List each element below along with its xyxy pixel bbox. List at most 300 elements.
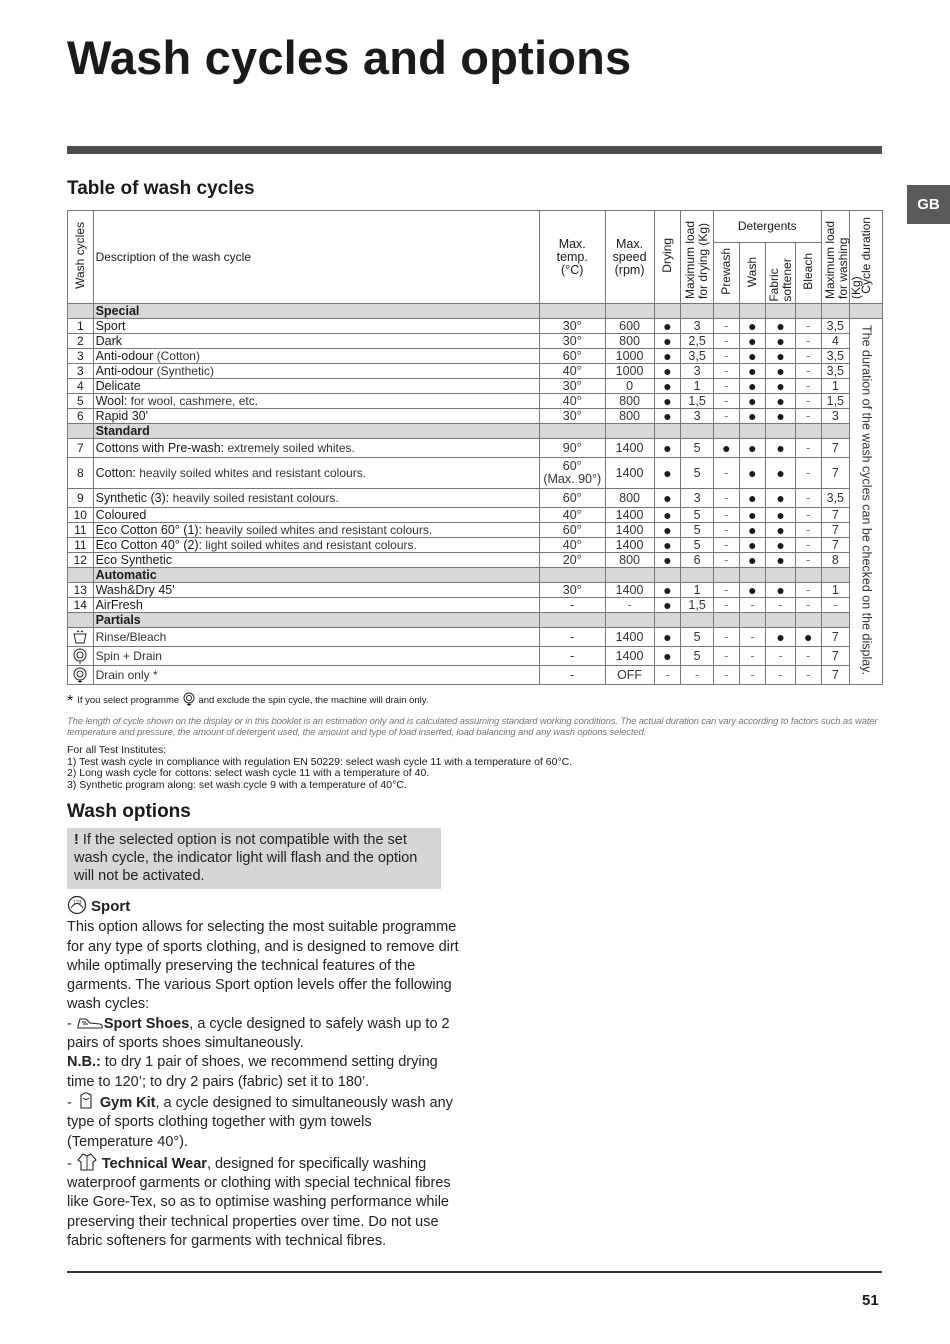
bleach-mark: - <box>795 647 821 666</box>
cycle-number: 14 <box>68 598 94 613</box>
header-drying: Drying <box>654 211 681 304</box>
wash-mark: ● <box>739 409 766 424</box>
wash-load: 7 <box>821 439 850 458</box>
wash-mark: ● <box>739 364 766 379</box>
max-speed: 800 <box>605 489 654 508</box>
max-temp: - <box>539 647 605 666</box>
cycle-name: AirFresh <box>95 597 143 612</box>
group-spacer <box>739 424 766 439</box>
table-row <box>68 508 883 523</box>
softener-mark: - <box>766 666 796 685</box>
dry-load: 6 <box>681 553 714 568</box>
group-spacer <box>605 424 654 439</box>
test-institutes-heading: For all Test Institutes: <box>67 744 167 756</box>
wash-mark: ● <box>739 394 766 409</box>
header-detergents: Detergents <box>714 211 822 243</box>
drying-mark: ● <box>654 394 681 409</box>
cycle-number: 11 <box>68 538 94 553</box>
group-spacer <box>714 613 740 628</box>
group-spacer <box>654 568 681 583</box>
prewash-mark: - <box>714 334 740 349</box>
group-spacer <box>539 304 605 319</box>
cycle-name: Dark <box>95 333 122 348</box>
group-spacer <box>605 568 654 583</box>
group-spacer <box>654 304 681 319</box>
cycle-number: 4 <box>68 379 94 394</box>
drying-mark: ● <box>654 598 681 613</box>
softener-mark: ● <box>766 394 796 409</box>
cycle-detail: light soiled whites and resistant colours. <box>202 537 417 552</box>
drying-mark: ● <box>654 439 681 458</box>
wash-mark: - <box>739 666 766 685</box>
header-max-speed: Max. speed (rpm) <box>605 211 654 304</box>
cycle-description <box>93 319 539 334</box>
wash-mark: ● <box>739 334 766 349</box>
wash-mark: - <box>739 598 766 613</box>
table-row <box>68 523 883 538</box>
dry-load: 3,5 <box>681 349 714 364</box>
drying-mark: ● <box>654 319 681 334</box>
cycle-description <box>93 379 539 394</box>
wash-load: - <box>821 598 850 613</box>
table-row <box>68 553 883 568</box>
table-row <box>68 458 883 489</box>
nb-text: to dry 1 pair of shoes, we recommend setting drying time to 120’; to dry 2 pairs (fabric) set it to 180’. <box>67 1054 438 1090</box>
wash-load: 8 <box>821 553 850 568</box>
cycle-number: 2 <box>68 334 94 349</box>
sport-shoes-text: , a cycle designed to safely wash up to 2 pairs of sports shoes simultaneously. <box>67 1015 450 1052</box>
technical-wear-label: Technical Wear <box>101 1155 207 1172</box>
bleach-mark: - <box>795 538 821 553</box>
dry-load: 5 <box>681 647 714 666</box>
cycle-name: Wash&Dry 45' <box>95 582 175 597</box>
group-spacer <box>795 613 821 628</box>
max-temp: 60° <box>539 489 605 508</box>
max-speed: 1000 <box>605 349 654 364</box>
page-number: 51 <box>862 1292 879 1309</box>
wash-mark: - <box>739 647 766 666</box>
cycle-description <box>93 458 539 489</box>
group-spacer <box>605 613 654 628</box>
prewash-mark: ● <box>714 439 740 458</box>
max-speed: - <box>605 598 654 613</box>
group-row <box>68 568 883 583</box>
duration-note-cell <box>850 319 883 685</box>
wash-mark: ● <box>739 379 766 394</box>
cycle-detail: heavily soiled resistant colours. <box>169 490 339 505</box>
bleach-mark: - <box>795 379 821 394</box>
cycle-number: 3 <box>68 349 94 364</box>
drying-mark: ● <box>654 508 681 523</box>
header-max-temp: Max. temp. (°C) <box>539 211 605 304</box>
group-spacer <box>68 568 94 583</box>
header-description: Description of the wash cycle <box>93 211 539 304</box>
svg-text:123: 123 <box>73 900 82 906</box>
cycle-number: 3 <box>68 364 94 379</box>
cycle-name: Delicate <box>95 378 141 393</box>
drying-mark: ● <box>654 379 681 394</box>
nb-label: N.B.: <box>67 1054 101 1071</box>
cycle-name: Sport <box>95 318 126 333</box>
group-spacer <box>714 304 740 319</box>
group-spacer <box>681 568 714 583</box>
header-max-load-washing: Maximum load for washing (Kg) <box>821 211 850 304</box>
group-spacer <box>795 304 821 319</box>
cycle-detail: for wool, cashmere, etc. <box>127 393 259 408</box>
prewash-mark: - <box>714 666 740 685</box>
prewash-mark: - <box>714 647 740 666</box>
gym-kit-icon <box>76 1092 96 1110</box>
max-temp: - <box>539 598 605 613</box>
cycle-detail: extremely soiled whites. <box>224 440 355 455</box>
language-tab: GB <box>907 185 950 224</box>
max-speed: 1400 <box>605 508 654 523</box>
test-institutes-item: 1) Test wash cycle in compliance with regulation EN 50229: select wash cycle 11 with a temperature of 60°C. <box>67 755 573 768</box>
table-row <box>68 319 883 334</box>
group-spacer <box>654 613 681 628</box>
cycle-description <box>93 598 539 613</box>
cycle-description <box>93 349 539 364</box>
wash-load: 3,5 <box>821 319 850 334</box>
table-row <box>68 666 883 685</box>
max-speed: OFF <box>605 666 654 685</box>
softener-mark: - <box>766 598 796 613</box>
prewash-mark: - <box>714 489 740 508</box>
prewash-mark: - <box>714 349 740 364</box>
footnote-text-before: If you select programme <box>77 695 180 706</box>
prewash-mark: - <box>714 538 740 553</box>
table-row <box>68 349 883 364</box>
max-speed: 800 <box>605 394 654 409</box>
spin-footnote <box>67 692 428 711</box>
cycle-number: 9 <box>68 489 94 508</box>
max-temp: 40° <box>539 508 605 523</box>
cycle-name: Eco Cotton 40° (2): <box>95 537 203 552</box>
prewash-mark: - <box>714 409 740 424</box>
wash-mark: ● <box>739 523 766 538</box>
technical-wear-item: - Technical Wear, designed for specifically washing waterproof garments or clothing with special technical fibres like Gore-Tex, so as to optimise washing performance while preserving their technical properties over time. Do not use fabric softeners for garments with technical fibres. <box>67 1152 459 1251</box>
table-row <box>68 598 883 613</box>
bleach-mark: - <box>795 394 821 409</box>
max-temp: 90° <box>539 439 605 458</box>
group-spacer <box>821 568 850 583</box>
wash-load: 7 <box>821 458 850 489</box>
cycle-description <box>93 583 539 598</box>
prewash-mark: - <box>714 379 740 394</box>
group-spacer <box>68 613 94 628</box>
cycle-detail: Rinse/Bleach <box>95 629 167 644</box>
bleach-mark: - <box>795 364 821 379</box>
wash-load: 3,5 <box>821 489 850 508</box>
cycle-name: Wool: <box>95 393 128 408</box>
wash-load: 7 <box>821 666 850 685</box>
wash-load: 1 <box>821 583 850 598</box>
group-row <box>68 304 883 319</box>
footnote-text-after: and exclude the spin cycle, the machine will drain only. <box>198 695 429 706</box>
softener-mark: ● <box>766 489 796 508</box>
dry-load: 2,5 <box>681 334 714 349</box>
max-temp: 30° <box>539 409 605 424</box>
cycle-description <box>93 523 539 538</box>
table-row <box>68 334 883 349</box>
cycle-description <box>93 553 539 568</box>
softener-mark: ● <box>766 458 796 489</box>
bleach-mark: - <box>795 458 821 489</box>
max-speed: 800 <box>605 409 654 424</box>
table-row <box>68 647 883 666</box>
cycle-number: 11 <box>68 523 94 538</box>
cycle-description <box>93 394 539 409</box>
header-max-load-drying: Maximum load for drying (Kg) <box>681 211 714 304</box>
dry-load: 5 <box>681 458 714 489</box>
bleach-mark: - <box>795 553 821 568</box>
bleach-mark: - <box>795 508 821 523</box>
bleach-mark: - <box>795 489 821 508</box>
group-spacer <box>821 304 850 319</box>
drying-mark: ● <box>654 409 681 424</box>
cycle-name: Synthetic (3): <box>95 490 170 505</box>
drain-icon <box>68 666 94 685</box>
softener-mark: ● <box>766 409 796 424</box>
group-spacer <box>739 304 766 319</box>
wash-mark: ● <box>739 319 766 334</box>
max-temp: 30° <box>539 583 605 598</box>
group-spacer <box>539 613 605 628</box>
softener-mark: ● <box>766 319 796 334</box>
softener-mark: - <box>766 647 796 666</box>
group-spacer <box>654 424 681 439</box>
group-spacer <box>68 304 94 319</box>
drying-mark: ● <box>654 553 681 568</box>
cycle-name: Rapid 30' <box>95 408 149 423</box>
max-temp: 30° <box>539 379 605 394</box>
group-spacer <box>714 568 740 583</box>
group-spacer <box>739 613 766 628</box>
cycle-description <box>93 334 539 349</box>
wash-load: 7 <box>821 523 850 538</box>
wash-load: 1 <box>821 379 850 394</box>
header-fabric-softener: Fabric softener <box>766 243 796 304</box>
wash-load: 1,5 <box>821 394 850 409</box>
duration-note: The duration of the wash cycles can be checked on the display. <box>859 325 874 675</box>
max-speed: 1400 <box>605 583 654 598</box>
table-row <box>68 364 883 379</box>
softener-mark: ● <box>766 553 796 568</box>
wash-load: 3,5 <box>821 364 850 379</box>
drain-icon <box>182 692 196 706</box>
table-row <box>68 538 883 553</box>
prewash-mark: - <box>714 628 740 647</box>
warning-mark: ! <box>74 832 79 848</box>
sport-shoes-label: Sport Shoes <box>103 1015 190 1032</box>
prewash-mark: - <box>714 583 740 598</box>
wash-load: 7 <box>821 628 850 647</box>
drying-mark: ● <box>654 489 681 508</box>
prewash-mark: - <box>714 394 740 409</box>
prewash-mark: - <box>714 523 740 538</box>
group-label: Special <box>93 304 539 319</box>
header-wash-cycles: Wash cycles <box>68 211 94 304</box>
dry-load: 5 <box>681 538 714 553</box>
footer-rule <box>67 1271 882 1273</box>
dry-load: 1 <box>681 379 714 394</box>
cycle-description <box>93 489 539 508</box>
bleach-mark: - <box>795 598 821 613</box>
wash-cycles-table <box>67 210 883 685</box>
group-spacer <box>605 304 654 319</box>
max-temp: 60° <box>539 349 605 364</box>
max-speed: 1400 <box>605 628 654 647</box>
cycle-length-note: The length of cycle shown on the display or in this booklet is an estimation only and is calculated assuming standard working conditions. The actual duration can vary according to factors such as water temperature and pressure, the amount of detergent used, the amount and type of load inserted, load balancing and any wash options selected. <box>67 716 878 738</box>
dry-load: 3 <box>681 364 714 379</box>
dry-load: 5 <box>681 508 714 523</box>
dry-load: - <box>681 666 714 685</box>
gym-kit-item: - Gym Kit, a cycle designed to simultaneously wash any type of sports clothing together with gym towels (Temperature 40°). <box>67 1092 459 1152</box>
wash-load: 7 <box>821 647 850 666</box>
wash-load: 3 <box>821 409 850 424</box>
table-section-title: Table of wash cycles <box>67 178 255 199</box>
drying-mark: ● <box>654 364 681 379</box>
wash-load: 7 <box>821 538 850 553</box>
wash-mark: ● <box>739 553 766 568</box>
nb-note <box>67 1053 459 1092</box>
prewash-mark: - <box>714 364 740 379</box>
max-speed: 800 <box>605 334 654 349</box>
wash-load: 3,5 <box>821 349 850 364</box>
group-label: Standard <box>93 424 539 439</box>
prewash-mark: - <box>714 508 740 523</box>
technical-wear-text: , designed for specifically washing waterproof garments or clothing with special technical fibres like Gore-Tex, so as to optimise washing performance while preserving their technical properties over time. Do not use fabric softeners for garments with technical fibres. <box>67 1155 451 1250</box>
max-speed: 1400 <box>605 523 654 538</box>
page-title: Wash cycles and options <box>67 31 632 84</box>
dry-load: 3 <box>681 489 714 508</box>
softener-mark: ● <box>766 439 796 458</box>
sport-intro: This option allows for selecting the most suitable programme for any type of sports clothing, and is designed to remove dirt while optimally preserving the technical features of the garments. The various Sport option levels offer the following wash cycles: <box>67 919 459 1013</box>
group-label: Automatic <box>93 568 539 583</box>
max-temp: - <box>539 666 605 685</box>
drying-mark: ● <box>654 334 681 349</box>
group-spacer <box>795 568 821 583</box>
test-institutes <box>67 745 572 791</box>
dry-load: 1 <box>681 583 714 598</box>
softener-mark: ● <box>766 334 796 349</box>
header-prewash: Prewash <box>714 243 740 304</box>
group-spacer <box>681 304 714 319</box>
wash-mark: - <box>739 628 766 647</box>
prewash-mark: - <box>714 319 740 334</box>
max-temp: 60° (Max. 90°) <box>539 458 605 489</box>
wash-options-title: Wash options <box>67 801 191 822</box>
gym-kit-text: , a cycle designed to simultaneously wash any type of sports clothing together with gym towels (Temperature 40°). <box>67 1094 453 1150</box>
softener-mark: ● <box>766 349 796 364</box>
dry-load: 5 <box>681 439 714 458</box>
test-institutes-item: 3) Synthetic program along: set wash cycle 9 with a temperature of 40°C. <box>67 778 407 791</box>
group-spacer <box>821 424 850 439</box>
drying-mark: ● <box>654 349 681 364</box>
softener-mark: ● <box>766 508 796 523</box>
softener-mark: ● <box>766 523 796 538</box>
cycle-name: Cotton: <box>95 465 136 480</box>
drying-mark: ● <box>654 538 681 553</box>
drying-mark: ● <box>654 523 681 538</box>
cycle-number: 7 <box>68 439 94 458</box>
max-temp: 60° <box>539 523 605 538</box>
group-spacer <box>766 424 796 439</box>
cycle-name: Eco Synthetic <box>95 552 173 567</box>
bleach-mark: - <box>795 583 821 598</box>
gym-kit-label: Gym Kit <box>99 1094 156 1111</box>
group-label: Partials <box>93 613 539 628</box>
max-temp: 20° <box>539 553 605 568</box>
wash-mark: ● <box>739 508 766 523</box>
drying-mark: ● <box>654 628 681 647</box>
cycle-description <box>93 628 539 647</box>
shoe-icon <box>76 1016 104 1030</box>
softener-mark: ● <box>766 364 796 379</box>
cycle-description <box>93 364 539 379</box>
group-spacer <box>714 424 740 439</box>
group-spacer <box>68 424 94 439</box>
cycle-description <box>93 439 539 458</box>
wash-mark: ● <box>739 489 766 508</box>
prewash-mark: - <box>714 458 740 489</box>
max-speed: 1000 <box>605 364 654 379</box>
group-spacer <box>795 424 821 439</box>
warning-box <box>67 828 441 889</box>
cycle-detail: (Synthetic) <box>153 363 214 378</box>
bleach-mark: - <box>795 334 821 349</box>
dry-load: 3 <box>681 409 714 424</box>
cycle-number: 1 <box>68 319 94 334</box>
softener-mark: ● <box>766 583 796 598</box>
bleach-mark: - <box>795 523 821 538</box>
softener-mark: ● <box>766 538 796 553</box>
bleach-mark: - <box>795 439 821 458</box>
header-cycle-duration: Cycle duration <box>850 211 883 304</box>
wash-mark: ● <box>739 439 766 458</box>
cycle-number: 8 <box>68 458 94 489</box>
group-row <box>68 424 883 439</box>
group-spacer <box>766 304 796 319</box>
max-temp: 30° <box>539 334 605 349</box>
dry-load: 5 <box>681 523 714 538</box>
cycle-detail: heavily soiled whites and resistant colours. <box>135 465 367 480</box>
header-bleach: Bleach <box>795 243 821 304</box>
cycle-detail: (Cotton) <box>153 348 200 363</box>
max-temp: - <box>539 628 605 647</box>
max-temp: 40° <box>539 364 605 379</box>
cycle-name: Coloured <box>95 507 147 522</box>
bleach-mark: ● <box>795 628 821 647</box>
title-rule <box>67 146 882 154</box>
max-speed: 800 <box>605 553 654 568</box>
cycle-description <box>93 409 539 424</box>
group-row <box>68 613 883 628</box>
softener-mark: ● <box>766 379 796 394</box>
drying-mark: ● <box>654 458 681 489</box>
drying-mark: ● <box>654 583 681 598</box>
group-spacer <box>681 613 714 628</box>
bleach-mark: - <box>795 666 821 685</box>
sport-option-section <box>67 895 459 1251</box>
cycle-detail: Drain only * <box>95 667 158 682</box>
bleach-mark: - <box>795 349 821 364</box>
max-speed: 1400 <box>605 458 654 489</box>
table-row <box>68 394 883 409</box>
table-row <box>68 409 883 424</box>
cycle-detail: heavily soiled whites and resistant colours. <box>202 522 433 537</box>
sport-shoes-item: - Sport Shoes, a cycle designed to safely wash up to 2 pairs of sports shoes simultaneously. <box>67 1015 450 1052</box>
